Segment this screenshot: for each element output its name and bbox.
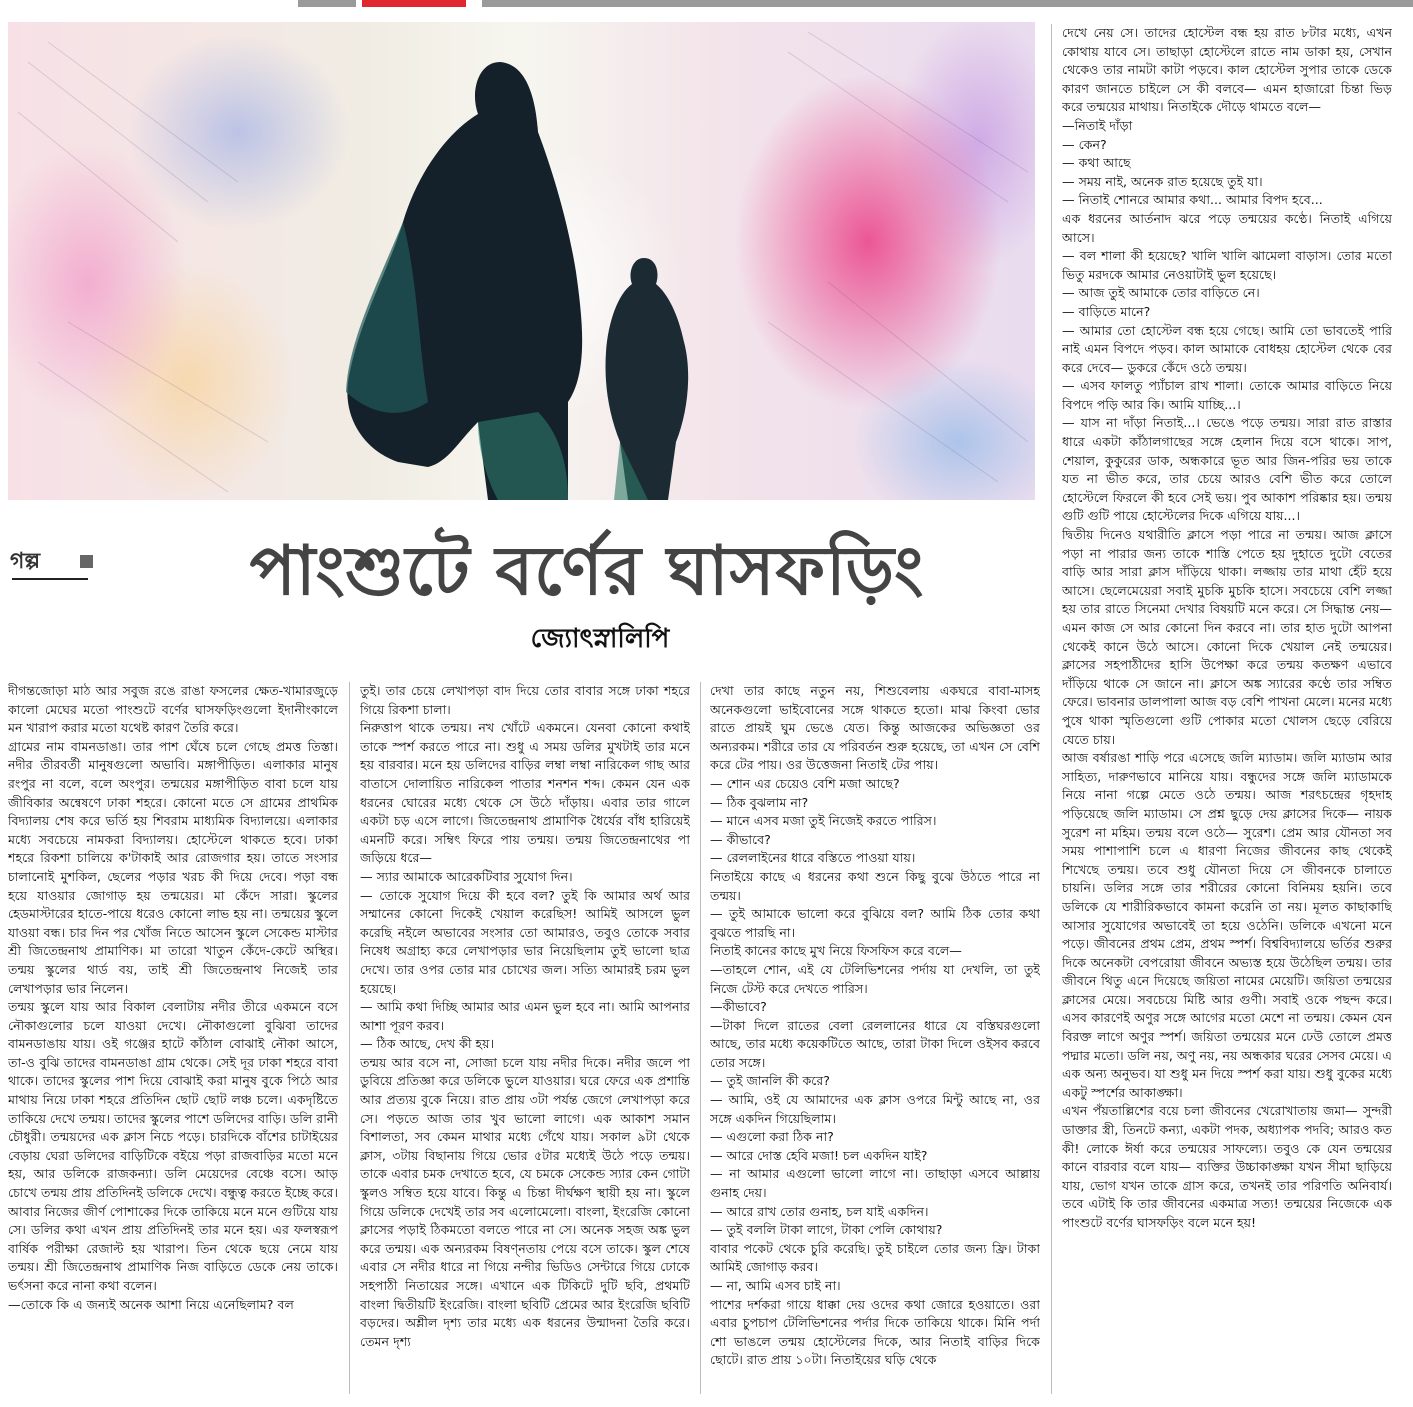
section-marker	[80, 555, 93, 568]
paragraph: —কীভাবে?	[710, 999, 767, 1015]
paragraph: —নিতাই দাঁড়া	[1062, 117, 1133, 133]
paragraph: — তুই আমাকে ভালো করে বুঝিয়ে বল? আমি ঠিক তোর কথা বুঝতে পারছি না।	[710, 906, 1040, 940]
paragraph: — না আমার এগুলো ভালো লাগে না। তাছাড়া এসবে আল্লায় গুনাহ দেয়।	[710, 1166, 1040, 1201]
section-label: গল্প	[10, 548, 41, 574]
paragraph: দেখা তার কাছে নতুন নয়, শিশুবেলায় একঘরে বাবা-মাসহ অনেকগুলো ভাইবোনের সঙ্গে থাকতে হতো। মাঝ কিংবা ভোর রাতে প্রায়ই ঘুম ভেঙে যেত। কিন্তু আজকের অভিজ্ঞতা ওর অন্যরকম। শরীরে তার যে পরিবর্তন শুরু হয়েছে, তা এখন সে বেশি করে টের পায়। ওর উত্তেজনা নিতাই টের পায়।	[710, 683, 1040, 773]
paragraph: নিতাই কানের কাছে মুখ নিয়ে ফিসফিস করে বলে—	[710, 943, 962, 959]
paragraph: — আমি কথা দিচ্ছি আমার আর এমন ভুল হবে না। আমি আপনার আশা পূরণ করব।	[360, 999, 690, 1033]
article-column-4	[1062, 24, 1392, 1394]
story-illustration	[8, 22, 1035, 500]
paragraph: দীগন্তজোড়া মাঠ আর সবুজ রঙে রাঙা ফসলের ক্ষেত-খামারজুড়ে কালো মেঘের মতো পাংশুটে বর্ণের ঘাসফড়িংগুলো ইদানীংকালে মন খারাপ করার মতো যথেষ্ট কারণ তৈরি করে।	[8, 683, 338, 736]
topbar-gray-right	[482, 0, 1413, 7]
paragraph: — স্যার আমাকে আরেকটিবার সুযোগ দিন।	[360, 868, 573, 884]
paragraph: — আরে রাখ তোর গুনাহ, চল যাই একদিন।	[710, 1203, 929, 1219]
paragraph: — আমার তো হোস্টেল বন্ধ হয়ে গেছে। আমি তো ভাবতেই পারি নাই এমন বিপদে পড়ব। কাল আমাকে বোধহয় হোস্টেল থেকে বের করে দেবে— ডুকরে কেঁদে ওঠে তন্ময়।	[1062, 322, 1392, 375]
column-divider	[700, 682, 701, 1394]
paragraph: — কথা আছে	[1062, 155, 1131, 171]
paragraph: দেখে নেয় সে। তাদের হোস্টেল বন্ধ হয় রাত ৮টার মধ্যে, এখন কোথায় যাবে সে। তাছাড়া হোস্টেলে রাতে নাম ডাকা হয়, সেখান থেকেও তার নামটা কাটা পড়বে। কাল হোস্টেল সুপার তাকে ডেকে কারণ জানতে চাইলে সে কী বলবে— এমন হাজারো চিন্তা ভিড় করে তন্ময়ের মাথায়। নিতাইকে দৌড়ে থামতে বলে—	[1062, 25, 1392, 115]
paragraph: — সময় নাই, অনেক রাত হয়েছে তুই যা।	[1062, 173, 1263, 189]
section-rule	[12, 578, 88, 580]
paragraph: — ঠিক বুঝলাম না?	[710, 794, 809, 810]
paragraph: তন্ময় স্কুলে যায় আর বিকাল বেলাটায় নদীর তীরে একমনে বসে নৌকাগুলোর চলে যাওয়া দেখে। নৌকাগুলো বুঝিবা তাদের বামনডাঙায় যায়। ওই গঞ্জের হাটে কাঁঠাল বোঝাই নৌকা আসে, তা-ও বুঝি তাদের বামনডাঙা গ্রাম থেকে। সেই দূর ঢাকা শহরে বাবা থাকে। তাদের স্কুলের পাশ দিয়ে বোঝাই করা মানুষ বুকে পিঠে আর মাথায় নিয়ে ঢাকা শহরে প্রতিদিন ছোট ছোট লঞ্চ চলে। একদৃষ্টিতে তাকিয়ে দেখে তন্ময়। তাদের স্কুলের পাশে ডলিদের বাড়ি। ডলি রানী চৌধুরী। তন্ময়দের এক ক্লাস নিচে পড়ে। চারদিকে বাঁশের চাটাইয়ের বেড়ায় ঘেরা ডলিদের বাড়িটিকে বইয়ে পড়া রাজবাড়ির মতো মনে হয়, আর ডলিকে রাজকন্যা। ডলি মেয়েদের বেঞ্চে বসে। আড় চোখে তন্ময় প্রায় প্রতিদিনই ডলিকে দেখে। বন্ধুত্ব করতে ইচ্ছে করে। আবার নিজের জীর্ণ পোশাকের দিকে তাকিয়ে মনে মনে গুটিয়ে যায় সে। ডলির কথা এখন প্রায় প্রতিদিনই তার মনে হয়। এর ফলস্বরূপ বার্ষিক পরীক্ষা রেজাল্ট হয় খারাপ। তিন থেকে ছয়ে নেমে যায় তন্ময়। শ্রী জিতেন্দ্রনাথ প্রামাণিক নিজ বাড়িতে ডেকে নেয় তাকে। ভর্ৎসনা করে নানা কথা বলেন।	[8, 999, 338, 1293]
paragraph: — না, আমি এসব চাই না।	[710, 1278, 841, 1293]
column-divider	[1051, 24, 1052, 1394]
topbar-gray-left	[298, 0, 356, 7]
paragraph: এখন পঁয়তাল্লিশের বয়ে চলা জীবনের খেরোখাতায় জমা— সুন্দরী ডাক্তার স্ত্রী, তিনটে কন্যা, একটা পদক, অধ্যাপক পদবি; আরও কত কী! লোকে ঈর্ষা করে তন্ময়ের সাফল্যে। তবুও কে যেন তন্ময়ের কানে বারবার বলে যায়— ব্যক্তির উচ্চাকাঙ্ক্ষা যখন সীমা ছাড়িয়ে যায়, ভোগ যখন তাকে গ্রাস করে, তখনই তার পরিণতি অনিবার্য। তবে এটাই কি তার জীবনের একমাত্র সত্য! তন্ময়ের নিজেকে এক পাংশুটে বর্ণের ঘাসফড়িং বলে মনে হয়!	[1062, 1103, 1392, 1230]
paragraph: — আরে দোস্ত হেবি মজা! চল একদিন যাই?	[710, 1147, 928, 1163]
paragraph: — শোন এর চেয়েও বেশি মজা আছে?	[710, 775, 900, 791]
paragraph: — আমি, ওই যে আমাদের এক ক্লাস ওপরে মিন্টু আছে না, ওর সঙ্গে একদিন গিয়েছিলাম।	[710, 1092, 1040, 1126]
paragraph: — ঠিক আছে, দেখ কী হয়।	[360, 1036, 495, 1052]
paragraph: — মানে এসব মজা তুই নিজেই করতে পারিস।	[710, 813, 937, 829]
paragraph: — কেন?	[1062, 136, 1107, 152]
paragraph: — কীভাবে?	[710, 831, 771, 847]
paragraph: — আজ তুই আমাকে তোর বাড়িতে নে।	[1062, 285, 1260, 301]
article-column-1	[8, 682, 338, 1394]
paragraph: —তোকে কি এ জন্যই অনেক আশা নিয়ে এনেছিলাম? বল	[8, 1296, 294, 1312]
column-divider	[349, 682, 350, 1394]
silhouettes-walking-illustration-icon	[8, 22, 1035, 500]
paragraph: — বাড়িতে মানে?	[1062, 303, 1151, 319]
paragraph: নিতাইয়ে কাছে এ ধরনের কথা শুনে কিছু বুঝে উঠতে পারে না তন্ময়।	[710, 868, 1040, 903]
article-column-3	[710, 682, 1040, 1394]
paragraph: নিরুত্তাপ থাকে তন্ময়। নখ খোঁটে একমনে। যেনবা কোনো কথাই তাকে স্পর্শ করতে পারে না। শুধু এ সময় ডলির মুখটাই তার মনে হয় বারবার। মনে হয় ডলিদের বাড়ির লম্বা লম্বা নারিকেল গাছ আর বাতাসে দোলায়িত নারিকেল পাতার শনশন শব্দ। কেমন যেন এক ধরনের ঘোরের মধ্যে থেকে সে উঠে দাঁড়ায়। এবার তার গালে একটা চড় এসে লাগে। জিতেন্দ্রনাথ প্রামাণিক ধৈর্যের বাঁধ হারিয়েই এমনটি করে। সম্বিৎ ফিরে পায় তন্ময়। তন্ময় জিতেন্দ্রনাথের পা জড়িয়ে ধরে—	[360, 720, 690, 866]
paragraph: —টাকা দিলে রাতের বেলা রেললানের ধারে যে বস্তিঘরগুলো আছে, তার মধ্যে কয়েকটিতে আছে, তারা টাকা দিলে ওইসব করবে তোর সঙ্গে।	[710, 1017, 1040, 1070]
paragraph: — যাস না দাঁড়া নিতাই...। ভেঙে পড়ে তন্ময়। সারা রাত রাস্তার ধারে একটা কাঁঠালগাছের সঙ্গে হেলান দিয়ে বসে থাকে। সাপ, শেয়াল, কুকুরের ডাক, অন্ধকারে ভূত আর জিন-পরির ভয় তাকে যত না ভীত করে, তার চেয়ে আরও বেশি ভীত করে তোলে হোস্টেলে ফিরলে কী হবে সেই ভয়। পুব আকাশ পরিষ্কার হয়। তন্ময় গুটি গুটি পায়ে হোস্টেলের দিকে এগিয়ে যায়...।	[1062, 415, 1392, 524]
paragraph: দ্বিতীয় দিনেও যথারীতি ক্লাসে পড়া পারে না তন্ময়। আজ ক্লাসে পড়া না পারার জন্য তাকে শাস্তি পেতে হয় দুহাতে দুটো বেতের বাড়ি আর সারা ক্লাস দাঁড়িয়ে থাকা। লজ্জায় তার মাথা হেঁট হয়ে আসে। ছেলেমেয়েরা সবাই মুচকি মুচকি হাসে। সবচেয়ে বেশি লজ্জা হয় তার রাতে সিনেমা দেখার বিষয়টি মনে করে। সে সিদ্ধান্ত নেয়— এমন কাজ সে আর কোনো দিন করবে না। তার হাত দুটো আপনা থেকেই কানে উঠে আসে। কোনো দিকে খেয়াল নেই তন্ময়ের। ক্লাসের সহপাঠীদের হাসি উপেক্ষা করে তন্ময় কতক্ষণ এভাবে দাঁড়িয়ে থাকে সে জানে না। ক্লাসে অঙ্ক স্যারের কণ্ঠে তার সম্বিত ফেরে। ভাবনার ডালপালা আজ বড় বেশি পাখনা মেলে। মনের মধ্যে পুষে থাকা স্মৃতিগুলো গুটি পোকার মতো খোলস ছেড়ে বেরিয়ে যেতে চায়।	[1062, 527, 1392, 747]
headline: পাংশুটে বর্ণের ঘাসফড়িং	[249, 531, 925, 611]
paragraph: — তুই বললি টাকা লাগে, টাকা পেলি কোথায়?	[710, 1222, 943, 1238]
paragraph: তুই। তার চেয়ে লেখাপড়া বাদ দিয়ে তোর বাবার সঙ্গে ঢাকা শহরে গিয়ে রিকশা চালা।	[360, 683, 690, 717]
paragraph: — বল শালা কী হয়েছে? খালি খালি ঝামেলা বাড়াস। তোর মতো ভিতু মরদকে আমার নেওয়াটাই ভুল হয়েছে।	[1062, 248, 1392, 282]
paragraph: পাশের দর্শকরা গায়ে ধাক্কা দেয় ওদের কথা জোরে হওয়াতে। ওরা এবার চুপচাপ টেলিভিশনের পর্দার দিকে তাকিয়ে থাকে। মিনি পর্দা শো ভাঙলে তন্ময় হোস্টেলের দিকে, আর নিতাই বাড়ির দিকে ছোটে। রাত প্রায় ১০টা। নিতাইয়ের ঘড়ি থেকে	[710, 1296, 1040, 1368]
paragraph: — নিতাই শোনরে আমার কথা... আমার বিপদ হবে...	[1062, 192, 1323, 208]
paragraph: বাবার পকেট থেকে চুরি করেছি। তুই চাইলে তোর জন্য ফ্রি। টাকা আমিই জোগাড় করব।	[710, 1240, 1040, 1275]
paragraph: —তাহলে শোন, এই যে টেলিভিশনের পর্দায় যা দেখলি, তা তুই নিজে টেস্ট করে দেখতে পারিস।	[710, 961, 1040, 996]
paragraph: — তুই জানলি কী করে?	[710, 1073, 830, 1089]
topbar-red	[362, 0, 466, 7]
paragraph: — তোকে সুযোগ দিয়ে কী হবে বল? তুই কি আমার অর্থ আর সম্মানের কোনো দিকেই খেয়াল করেছিস! আমিই আসলে ভুল করেছি নইলে অভাবের সংসার তো আমারও, তবুও তোকে সবার নিষেধ অগ্রাহ্য করে লেখাপড়ার ভার নিয়েছিলাম তুই ভালো ছাত্র দেখে। তার ওপর তোর মার চোখের জল। সত্যি আমারই চরম ভুল হয়েছে।	[360, 887, 690, 996]
article-column-2	[360, 682, 690, 1394]
paragraph: আজ বর্ষারঙা শাড়ি পরে এসেছে জলি ম্যাডাম। জলি ম্যাডাম আর সাহিত্য, দারুণভাবে মানিয়ে যায়। বন্ধুদের সঙ্গে জলি ম্যাডামকে নিয়ে নানা গল্পে মেতে ওঠে তন্ময়। আজ শরৎচন্দ্রের গৃহদাহ পড়িয়েছে জলি ম্যাডাম। সে প্রশ্ন ছুড়ে দেয় ক্লাসের দিকে— নায়ক সুরেশ না মহিম। তন্ময় বলে ওঠে— সুরেশ। প্রেম আর যৌনতা সব সময় পাশাপাশি চলে এ ধারণা নিজের জীবনের কাছ থেকেই শিখেছে তন্ময়। তবে শুধু যৌনতা দিয়ে সে জীবনকে চালাতে চায়নি। ডলির সঙ্গে তার শরীরের কোনো বিনিময় হয়নি। তবে ডলিকে যে শারীরিকভাবে কামনা করেনি তা নয়। মূলত কাছাকাছি আসার সুযোগের অভাবেই তা হয়ে ওঠেনি। ডলিকে এখনো মনে পড়ে। জীবনের প্রথম প্রেম, প্রথম স্পর্শ। বিশ্ববিদ্যালয়ে ভর্তির শুরুর দিকে অনেকটা বেপরোয়া জীবনে অভ্যস্ত হয়ে উঠেছিল তন্ময়। তার জীবনে থিতু এনে দিয়েছে জয়িতা নামের মেয়েটি। জয়িতা তন্ময়ের ক্লাসের মেয়ে। সবচেয়ে মিষ্টি আর গুণী। সবাই ওকে পছন্দ করে। এসব কারণেই অণুর সঙ্গে আগের মতো মেশে না তন্ময়। কেমন যেন বিরক্ত লাগে অণুর স্পর্শ। জয়িতা তন্ময়ের মনে ঢেউ তোলে প্রমত্ত পদ্মার মতো। ডলি নয়, অণু নয়, নয় অন্ধকার ঘরের সেসব মেয়ে। এ এক অন্য অনুভব। যা শুধু মন দিয়ে স্পর্শ করা যায়। শুধু বুকের মধ্যে একটু স্পর্শের আকাঙ্ক্ষা।	[1062, 750, 1392, 1100]
paragraph: গ্রামের নাম বামনডাঙা। তার পাশ ঘেঁষে চলে গেছে প্রমত্ত তিস্তা। নদীর তীরবর্তী মানুষগুলো অভাবি। মঙ্গাপীড়িত। এলাকার মানুষ রংপুর না বলে, বলে অংপুর। তন্ময়ের মঙ্গাপীড়িত বাবা চলে যায় জীবিকার অন্বেষণে ঢাকা শহরে। কোনো মতে সে গ্রামের প্রাথমিক বিদ্যালয় শেষ করে ভর্তি হয় শিবরাম মাধ্যমিক বিদ্যালয়ে। এলাকার মধ্যে সবচেয়ে নামকরা বিদ্যালয়। হোস্টেলে থাকতে হবে। ঢাকা শহরে রিকশা চালিয়ে ক'টাকাই আর রোজগার হয়। তাতে সংসার চালানোই মুশকিল, ছেলের পড়ার খরচ কী দিয়ে দেবে। পড়া বন্ধ হয়ে যাওয়ার জোগাড় হয় তন্ময়ের। মা কেঁদে সারা। স্কুলের হেডমাস্টারের হাতে-পায়ে ধরেও কোনো লাভ হয় না। তন্ময়ের স্কুলে যাওয়া বন্ধ। চার দিন পর খোঁজ নিতে আসেন স্কুলে সেকেন্ড মাস্টার শ্রী জিতেন্দ্রনাথ প্রামাণিক। মা তারো খাতুন কেঁদে-কেটে অস্থির। তন্ময় স্কুলের থার্ড বয়, তাই শ্রী জিতেন্দ্রনাথ নিজেই তার লেখাপড়ার ভার নিলেন।	[8, 738, 338, 996]
paragraph: — রেললাইনের ধারে বস্তিতে পাওয়া যায়।	[710, 850, 916, 866]
byline: জ্যোৎস্নালিপি	[530, 624, 670, 654]
paragraph: — এগুলো করা ঠিক না?	[710, 1129, 834, 1145]
paragraph: — এসব ফালতু প্যাঁচাল রাখ শালা। তোকে আমার বাড়িতে নিয়ে বিপদে পড়ি আর কি। আমি যাচ্ছি...।	[1062, 378, 1392, 412]
paragraph: তন্ময় আর বসে না, সোজা চলে যায় নদীর দিকে। নদীর জলে পা ডুবিয়ে প্রতিজ্ঞা করে ডলিকে ভুলে যাওয়ার। ঘরে ফেরে এক প্রশান্তি আর প্রত্যয় বুকে নিয়ে। রাত প্রায় ৩টা পর্যন্ত জেগে লেখাপড়া করে সে। পড়তে আজ তার খুব ভালো লাগে। এক আকাশ সমান বিশালতা, সব কেমন মাথার মধ্যে গেঁথে যায়। সকাল ৯টা থেকে ক্লাস, ৩টায় বিছানায় গিয়ে ভোর ৫টার মধ্যেই উঠে পড়ে তন্ময়। তাকে এবার চমক দেখাতে হবে, যে চমকে সেকেন্ড স্যার কেন গোটা স্কুলও সম্বিত হয়ে যাবে। কিন্তু এ চিন্তা দীর্ঘক্ষণ স্থায়ী হয় না। স্কুলে গিয়ে ডলিকে দেখেই তার সব এলোমেলো। বাংলা, ইংরেজি কোনো ক্লাসের পড়াই ঠিকমতো বলতে পারে না সে। অনেক সহজ অঙ্ক ভুল করে তন্ময়। এক অন্যরকম বিষণ্নতায় পেয়ে বসে তাকে। স্কুল শেষে এবার সে নদীর ধারে না গিয়ে নন্দীর ভিডিও সেন্টারে গিয়ে ঢোকে সহপাঠী নিতায়ের সঙ্গে। এখানে এক টিকিটে দুটি ছবি, প্রথমটি বাংলা দ্বিতীয়টি ইংরেজি। বাংলা ছবিটি প্রেমের আর ইংরেজি ছবিটি বড়দের। অশ্লীল দৃশ্য তার মধ্যে এক ধরনের উন্মাদনা তৈরি করে। তেমন দৃশ্য	[360, 1054, 690, 1349]
paragraph: এক ধরনের আর্তনাদ ঝরে পড়ে তন্ময়ের কণ্ঠে। নিতাই এগিয়ে আসে।	[1062, 210, 1392, 245]
